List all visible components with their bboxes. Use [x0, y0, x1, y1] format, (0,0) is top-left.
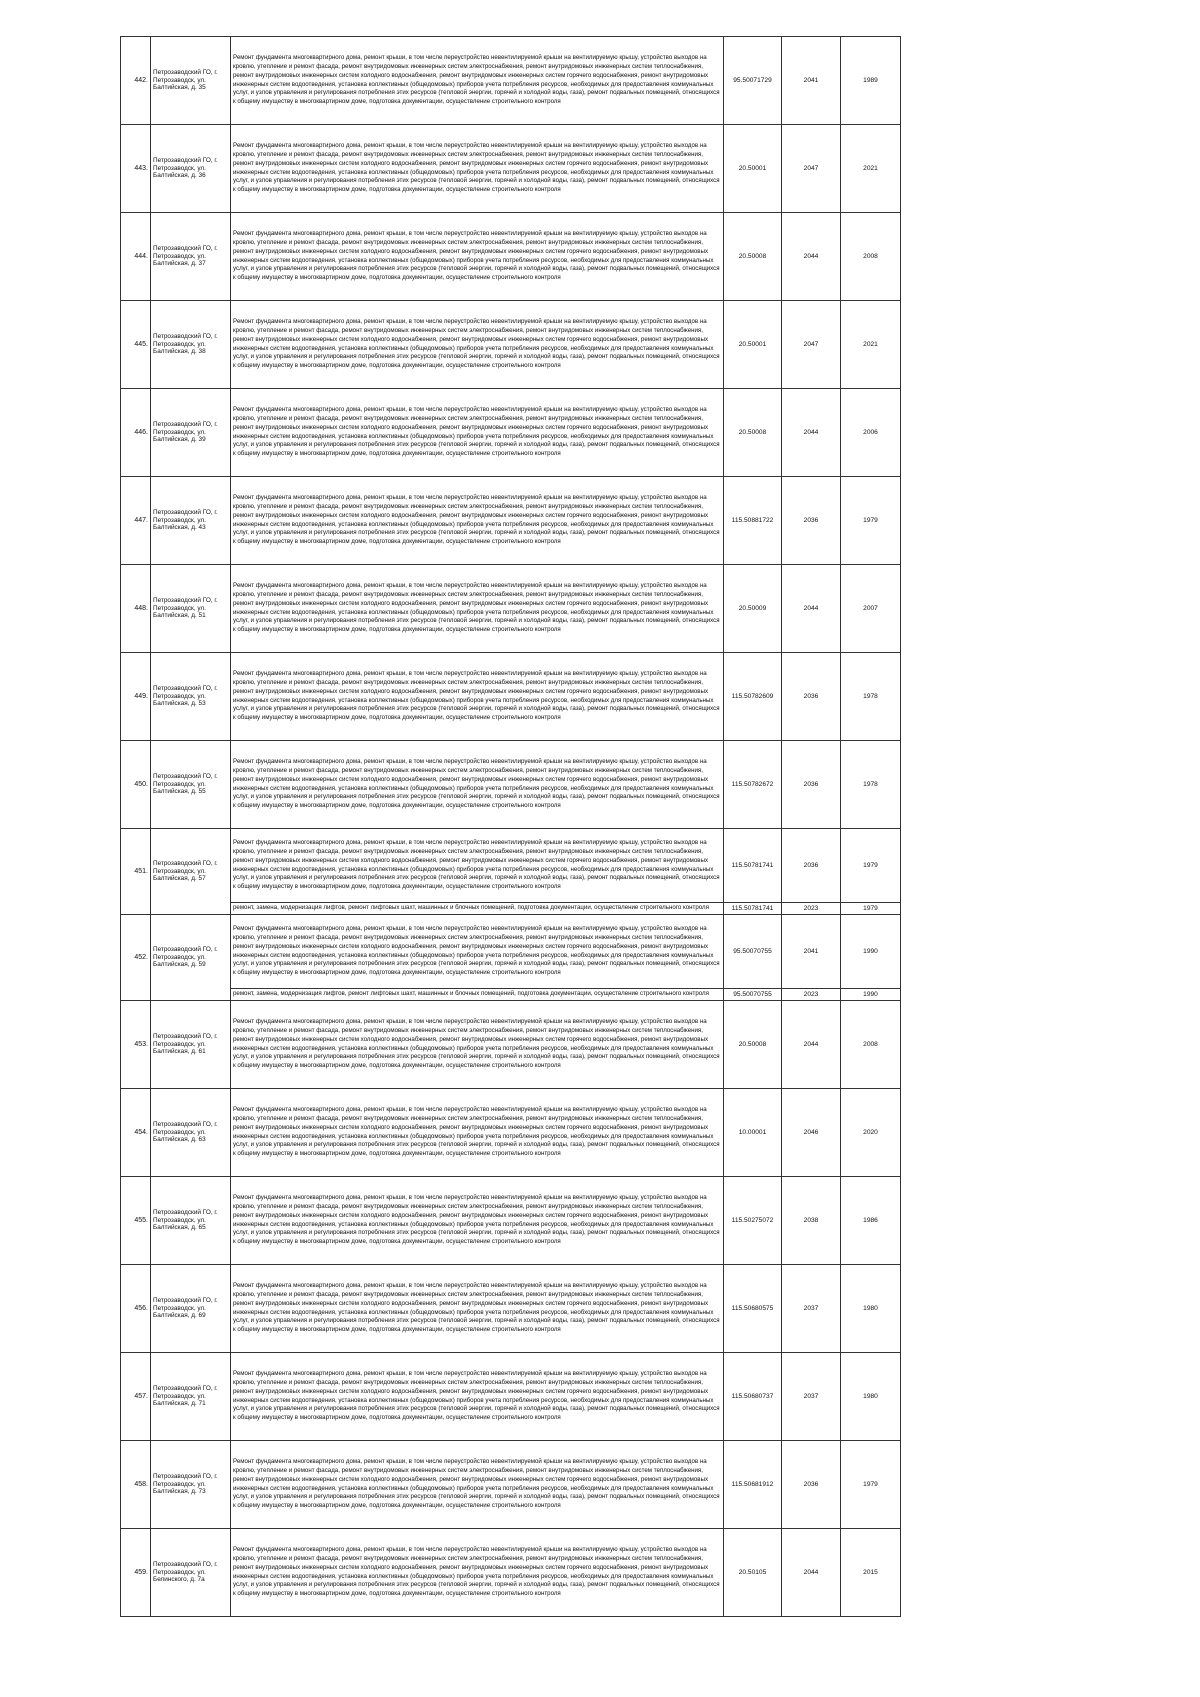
table-row — [121, 1001, 901, 1089]
planned-year: 2041 — [782, 915, 841, 989]
work-description: Ремонт фундамента многоквартирного дома, ремонт крыши, в том числе переустройство невентилируемой крыши на вентилируемую крышу, устройство выходов на кровлю, утепление и ремонт фасада, ремонт внутридомовых инженерных систем электроснабжения, ремонт внутридомовых инженерных систем теплоснабжения, ремонт внутридомовых инженерных систем холодного водоснабжения, ремонт внутридомовых инженерных систем горячего водоснабжения, ремонт внутридомовых инженерных систем водоотведения, установка коллективных (общедомовых) приборов учета потребления ресурсов, необходимых для предоставления коммунальных услуг, и узлов управления и регулирования потребления этих ресурсов (тепловой энергии, горячей и холодной воды, газа), ремонт подвальных помещений, относящихся к общему имуществу в многоквартирном доме, подготовка документации, осуществление строительного контроля — [231, 301, 724, 389]
house-address: Петрозаводский ГО, г. Петрозаводск, ул. Балтийская, д. 71 — [151, 1353, 231, 1441]
table-row — [121, 829, 901, 903]
planned-year: 2044 — [782, 565, 841, 653]
table-row — [121, 477, 901, 565]
row-number: 445. — [121, 301, 151, 389]
build-year: 1979 — [841, 829, 901, 903]
table-body — [121, 37, 901, 1617]
table-row — [121, 741, 901, 829]
cost-value: 115.50681912 — [724, 1441, 782, 1529]
cost-value: 115.50782609 — [724, 653, 782, 741]
planned-year: 2044 — [782, 213, 841, 301]
house-address: Петрозаводский ГО, г. Петрозаводск, ул. Балтийская, д. 59 — [151, 915, 231, 1001]
row-number: 458. — [121, 1441, 151, 1529]
document-page — [120, 36, 900, 1617]
work-description: Ремонт фундамента многоквартирного дома, ремонт крыши, в том числе переустройство невентилируемой крыши на вентилируемую крышу, устройство выходов на кровлю, утепление и ремонт фасада, ремонт внутридомовых инженерных систем электроснабжения, ремонт внутридомовых инженерных систем теплоснабжения, ремонт внутридомовых инженерных систем холодного водоснабжения, ремонт внутридомовых инженерных систем горячего водоснабжения, ремонт внутридомовых инженерных систем водоотведения, установка коллективных (общедомовых) приборов учета потребления ресурсов, необходимых для предоставления коммунальных услуг, и узлов управления и регулирования потребления этих ресурсов (тепловой энергии, горячей и холодной воды, газа), ремонт подвальных помещений, относящихся к общему имуществу в многоквартирном доме, подготовка документации, осуществление строительного контроля — [231, 1265, 724, 1353]
cost-value: 115.50680737 — [724, 1353, 782, 1441]
build-year: 2021 — [841, 301, 901, 389]
planned-year: 2047 — [782, 125, 841, 213]
row-number: 457. — [121, 1353, 151, 1441]
work-description: Ремонт фундамента многоквартирного дома, ремонт крыши, в том числе переустройство невентилируемой крыши на вентилируемую крышу, устройство выходов на кровлю, утепление и ремонт фасада, ремонт внутридомовых инженерных систем электроснабжения, ремонт внутридомовых инженерных систем теплоснабжения, ремонт внутридомовых инженерных систем холодного водоснабжения, ремонт внутридомовых инженерных систем горячего водоснабжения, ремонт внутридомовых инженерных систем водоотведения, установка коллективных (общедомовых) приборов учета потребления ресурсов, необходимых для предоставления коммунальных услуг, и узлов управления и регулирования потребления этих ресурсов (тепловой энергии, горячей и холодной воды, газа), ремонт подвальных помещений, относящихся к общему имуществу в многоквартирном доме, подготовка документации, осуществление строительного контроля — [231, 653, 724, 741]
lift-work-description: ремонт, замена, модернизация лифтов, ремонт лифтовых шахт, машинных и блочных помещений, подготовка документации, осуществление строительного контроля — [231, 903, 724, 915]
house-address: Петрозаводский ГО, г. Петрозаводск, ул. Балтийская, д. 51 — [151, 565, 231, 653]
planned-year: 2023 — [782, 989, 841, 1001]
row-number: 456. — [121, 1265, 151, 1353]
capital-repair-table — [120, 36, 901, 1617]
cost-value: 95.50071729 — [724, 37, 782, 125]
planned-year: 2036 — [782, 829, 841, 903]
build-year: 1989 — [841, 37, 901, 125]
build-year: 2015 — [841, 1529, 901, 1617]
house-address: Петрозаводский ГО, г. Петрозаводск, ул. Балтийская, д. 35 — [151, 37, 231, 125]
cost-value: 20.50008 — [724, 213, 782, 301]
planned-year: 2036 — [782, 653, 841, 741]
row-number: 448. — [121, 565, 151, 653]
row-number: 453. — [121, 1001, 151, 1089]
table-row — [121, 1177, 901, 1265]
planned-year: 2041 — [782, 37, 841, 125]
work-description: Ремонт фундамента многоквартирного дома, ремонт крыши, в том числе переустройство невентилируемой крыши на вентилируемую крышу, устройство выходов на кровлю, утепление и ремонт фасада, ремонт внутридомовых инженерных систем электроснабжения, ремонт внутридомовых инженерных систем теплоснабжения, ремонт внутридомовых инженерных систем холодного водоснабжения, ремонт внутридомовых инженерных систем горячего водоснабжения, ремонт внутридомовых инженерных систем водоотведения, установка коллективных (общедомовых) приборов учета потребления ресурсов, необходимых для предоставления коммунальных услуг, и узлов управления и регулирования потребления этих ресурсов (тепловой энергии, горячей и холодной воды, газа), ремонт подвальных помещений, относящихся к общему имуществу в многоквартирном доме, подготовка документации, осуществление строительного контроля — [231, 565, 724, 653]
planned-year: 2037 — [782, 1265, 841, 1353]
build-year: 2007 — [841, 565, 901, 653]
lift-work-description: ремонт, замена, модернизация лифтов, ремонт лифтовых шахт, машинных и блочных помещений, подготовка документации, осуществление строительного контроля — [231, 989, 724, 1001]
build-year: 1980 — [841, 1265, 901, 1353]
cost-value: 10.00001 — [724, 1089, 782, 1177]
table-row — [121, 1529, 901, 1617]
house-address: Петрозаводский ГО, г. Петрозаводск, ул. Балтийская, д. 57 — [151, 829, 231, 915]
cost-value: 20.50008 — [724, 1001, 782, 1089]
build-year: 1979 — [841, 1441, 901, 1529]
work-description: Ремонт фундамента многоквартирного дома, ремонт крыши, в том числе переустройство невентилируемой крыши на вентилируемую крышу, устройство выходов на кровлю, утепление и ремонт фасада, ремонт внутридомовых инженерных систем электроснабжения, ремонт внутридомовых инженерных систем теплоснабжения, ремонт внутридомовых инженерных систем холодного водоснабжения, ремонт внутридомовых инженерных систем горячего водоснабжения, ремонт внутридомовых инженерных систем водоотведения, установка коллективных (общедомовых) приборов учета потребления ресурсов, необходимых для предоставления коммунальных услуг, и узлов управления и регулирования потребления этих ресурсов (тепловой энергии, горячей и холодной воды, газа), ремонт подвальных помещений, относящихся к общему имуществу в многоквартирном доме, подготовка документации, осуществление строительного контроля — [231, 389, 724, 477]
build-year: 1990 — [841, 915, 901, 989]
row-number: 452. — [121, 915, 151, 1001]
planned-year: 2044 — [782, 1001, 841, 1089]
house-address: Петрозаводский ГО, г. Петрозаводск, ул. Балтийская, д. 61 — [151, 1001, 231, 1089]
work-description: Ремонт фундамента многоквартирного дома, ремонт крыши, в том числе переустройство невентилируемой крыши на вентилируемую крышу, устройство выходов на кровлю, утепление и ремонт фасада, ремонт внутридомовых инженерных систем электроснабжения, ремонт внутридомовых инженерных систем теплоснабжения, ремонт внутридомовых инженерных систем холодного водоснабжения, ремонт внутридомовых инженерных систем горячего водоснабжения, ремонт внутридомовых инженерных систем водоотведения, установка коллективных (общедомовых) приборов учета потребления ресурсов, необходимых для предоставления коммунальных услуг, и узлов управления и регулирования потребления этих ресурсов (тепловой энергии, горячей и холодной воды, газа), ремонт подвальных помещений, относящихся к общему имуществу в многоквартирном доме, подготовка документации, осуществление строительного контроля — [231, 1529, 724, 1617]
row-number: 447. — [121, 477, 151, 565]
planned-year: 2023 — [782, 903, 841, 915]
table-row — [121, 213, 901, 301]
work-description: Ремонт фундамента многоквартирного дома, ремонт крыши, в том числе переустройство невентилируемой крыши на вентилируемую крышу, устройство выходов на кровлю, утепление и ремонт фасада, ремонт внутридомовых инженерных систем электроснабжения, ремонт внутридомовых инженерных систем теплоснабжения, ремонт внутридомовых инженерных систем холодного водоснабжения, ремонт внутридомовых инженерных систем горячего водоснабжения, ремонт внутридомовых инженерных систем водоотведения, установка коллективных (общедомовых) приборов учета потребления ресурсов, необходимых для предоставления коммунальных услуг, и узлов управления и регулирования потребления этих ресурсов (тепловой энергии, горячей и холодной воды, газа), ремонт подвальных помещений, относящихся к общему имуществу в многоквартирном доме, подготовка документации, осуществление строительного контроля — [231, 1353, 724, 1441]
row-number: 451. — [121, 829, 151, 915]
row-number: 449. — [121, 653, 151, 741]
work-description: Ремонт фундамента многоквартирного дома, ремонт крыши, в том числе переустройство невентилируемой крыши на вентилируемую крышу, устройство выходов на кровлю, утепление и ремонт фасада, ремонт внутридомовых инженерных систем электроснабжения, ремонт внутридомовых инженерных систем теплоснабжения, ремонт внутридомовых инженерных систем холодного водоснабжения, ремонт внутридомовых инженерных систем горячего водоснабжения, ремонт внутридомовых инженерных систем водоотведения, установка коллективных (общедомовых) приборов учета потребления ресурсов, необходимых для предоставления коммунальных услуг, и узлов управления и регулирования потребления этих ресурсов (тепловой энергии, горячей и холодной воды, газа), ремонт подвальных помещений, относящихся к общему имуществу в многоквартирном доме, подготовка документации, осуществление строительного контроля — [231, 741, 724, 829]
row-number: 450. — [121, 741, 151, 829]
table-row — [121, 125, 901, 213]
row-number: 444. — [121, 213, 151, 301]
house-address: Петрозаводский ГО, г. Петрозаводск, ул. Балтийская, д. 39 — [151, 389, 231, 477]
build-year: 2020 — [841, 1089, 901, 1177]
planned-year: 2038 — [782, 1177, 841, 1265]
row-number: 442. — [121, 37, 151, 125]
table-row — [121, 915, 901, 989]
build-year: 2008 — [841, 1001, 901, 1089]
build-year: 1980 — [841, 1353, 901, 1441]
planned-year: 2036 — [782, 1441, 841, 1529]
build-year: 1979 — [841, 477, 901, 565]
house-address: Петрозаводский ГО, г. Петрозаводск, ул. Балтийская, д. 65 — [151, 1177, 231, 1265]
cost-value: 115.50275072 — [724, 1177, 782, 1265]
house-address: Петрозаводский ГО, г. Петрозаводск, ул. Балтийская, д. 63 — [151, 1089, 231, 1177]
cost-value: 115.50680575 — [724, 1265, 782, 1353]
cost-value: 20.50009 — [724, 565, 782, 653]
work-description: Ремонт фундамента многоквартирного дома, ремонт крыши, в том числе переустройство невентилируемой крыши на вентилируемую крышу, устройство выходов на кровлю, утепление и ремонт фасада, ремонт внутридомовых инженерных систем электроснабжения, ремонт внутридомовых инженерных систем теплоснабжения, ремонт внутридомовых инженерных систем холодного водоснабжения, ремонт внутридомовых инженерных систем горячего водоснабжения, ремонт внутридомовых инженерных систем водоотведения, установка коллективных (общедомовых) приборов учета потребления ресурсов, необходимых для предоставления коммунальных услуг, и узлов управления и регулирования потребления этих ресурсов (тепловой энергии, горячей и холодной воды, газа), ремонт подвальных помещений, относящихся к общему имуществу в многоквартирном доме, подготовка документации, осуществление строительного контроля — [231, 477, 724, 565]
work-description: Ремонт фундамента многоквартирного дома, ремонт крыши, в том числе переустройство невентилируемой крыши на вентилируемую крышу, устройство выходов на кровлю, утепление и ремонт фасада, ремонт внутридомовых инженерных систем электроснабжения, ремонт внутридомовых инженерных систем теплоснабжения, ремонт внутридомовых инженерных систем холодного водоснабжения, ремонт внутридомовых инженерных систем горячего водоснабжения, ремонт внутридомовых инженерных систем водоотведения, установка коллективных (общедомовых) приборов учета потребления ресурсов, необходимых для предоставления коммунальных услуг, и узлов управления и регулирования потребления этих ресурсов (тепловой энергии, горячей и холодной воды, газа), ремонт подвальных помещений, относящихся к общему имуществу в многоквартирном доме, подготовка документации, осуществление строительного контроля — [231, 1441, 724, 1529]
work-description: Ремонт фундамента многоквартирного дома, ремонт крыши, в том числе переустройство невентилируемой крыши на вентилируемую крышу, устройство выходов на кровлю, утепление и ремонт фасада, ремонт внутридомовых инженерных систем электроснабжения, ремонт внутридомовых инженерных систем теплоснабжения, ремонт внутридомовых инженерных систем холодного водоснабжения, ремонт внутридомовых инженерных систем горячего водоснабжения, ремонт внутридомовых инженерных систем водоотведения, установка коллективных (общедомовых) приборов учета потребления ресурсов, необходимых для предоставления коммунальных услуг, и узлов управления и регулирования потребления этих ресурсов (тепловой энергии, горячей и холодной воды, газа), ремонт подвальных помещений, относящихся к общему имуществу в многоквартирном доме, подготовка документации, осуществление строительного контроля — [231, 1089, 724, 1177]
cost-value: 20.50001 — [724, 301, 782, 389]
work-description: Ремонт фундамента многоквартирного дома, ремонт крыши, в том числе переустройство невентилируемой крыши на вентилируемую крышу, устройство выходов на кровлю, утепление и ремонт фасада, ремонт внутридомовых инженерных систем электроснабжения, ремонт внутридомовых инженерных систем теплоснабжения, ремонт внутридомовых инженерных систем холодного водоснабжения, ремонт внутридомовых инженерных систем горячего водоснабжения, ремонт внутридомовых инженерных систем водоотведения, установка коллективных (общедомовых) приборов учета потребления ресурсов, необходимых для предоставления коммунальных услуг, и узлов управления и регулирования потребления этих ресурсов (тепловой энергии, горячей и холодной воды, газа), ремонт подвальных помещений, относящихся к общему имуществу в многоквартирном доме, подготовка документации, осуществление строительного контроля — [231, 829, 724, 903]
table-row — [121, 903, 901, 915]
house-address: Петрозаводский ГО, г. Петрозаводск, ул. Балтийская, д. 36 — [151, 125, 231, 213]
cost-value: 115.50781741 — [724, 829, 782, 903]
build-year: 2021 — [841, 125, 901, 213]
cost-value: 20.50008 — [724, 389, 782, 477]
work-description: Ремонт фундамента многоквартирного дома, ремонт крыши, в том числе переустройство невентилируемой крыши на вентилируемую крышу, устройство выходов на кровлю, утепление и ремонт фасада, ремонт внутридомовых инженерных систем электроснабжения, ремонт внутридомовых инженерных систем теплоснабжения, ремонт внутридомовых инженерных систем холодного водоснабжения, ремонт внутридомовых инженерных систем горячего водоснабжения, ремонт внутридомовых инженерных систем водоотведения, установка коллективных (общедомовых) приборов учета потребления ресурсов, необходимых для предоставления коммунальных услуг, и узлов управления и регулирования потребления этих ресурсов (тепловой энергии, горячей и холодной воды, газа), ремонт подвальных помещений, относящихся к общему имуществу в многоквартирном доме, подготовка документации, осуществление строительного контроля — [231, 213, 724, 301]
table-row — [121, 565, 901, 653]
cost-value: 20.50105 — [724, 1529, 782, 1617]
work-description: Ремонт фундамента многоквартирного дома, ремонт крыши, в том числе переустройство невентилируемой крыши на вентилируемую крышу, устройство выходов на кровлю, утепление и ремонт фасада, ремонт внутридомовых инженерных систем электроснабжения, ремонт внутридомовых инженерных систем теплоснабжения, ремонт внутридомовых инженерных систем холодного водоснабжения, ремонт внутридомовых инженерных систем горячего водоснабжения, ремонт внутридомовых инженерных систем водоотведения, установка коллективных (общедомовых) приборов учета потребления ресурсов, необходимых для предоставления коммунальных услуг, и узлов управления и регулирования потребления этих ресурсов (тепловой энергии, горячей и холодной воды, газа), ремонт подвальных помещений, относящихся к общему имуществу в многоквартирном доме, подготовка документации, осуществление строительного контроля — [231, 1177, 724, 1265]
house-address: Петрозаводский ГО, г. Петрозаводск, ул. Балтийская, д. 37 — [151, 213, 231, 301]
planned-year: 2046 — [782, 1089, 841, 1177]
row-number: 443. — [121, 125, 151, 213]
build-year: 2006 — [841, 389, 901, 477]
planned-year: 2047 — [782, 301, 841, 389]
build-year: 1978 — [841, 653, 901, 741]
build-year: 1986 — [841, 1177, 901, 1265]
row-number: 455. — [121, 1177, 151, 1265]
work-description: Ремонт фундамента многоквартирного дома, ремонт крыши, в том числе переустройство невентилируемой крыши на вентилируемую крышу, устройство выходов на кровлю, утепление и ремонт фасада, ремонт внутридомовых инженерных систем электроснабжения, ремонт внутридомовых инженерных систем теплоснабжения, ремонт внутридомовых инженерных систем холодного водоснабжения, ремонт внутридомовых инженерных систем горячего водоснабжения, ремонт внутридомовых инженерных систем водоотведения, установка коллективных (общедомовых) приборов учета потребления ресурсов, необходимых для предоставления коммунальных услуг, и узлов управления и регулирования потребления этих ресурсов (тепловой энергии, горячей и холодной воды, газа), ремонт подвальных помещений, относящихся к общему имуществу в многоквартирном доме, подготовка документации, осуществление строительного контроля — [231, 1001, 724, 1089]
table-row — [121, 989, 901, 1001]
house-address: Петрозаводский ГО, г. Петрозаводск, ул. Балтийская, д. 53 — [151, 653, 231, 741]
planned-year: 2044 — [782, 1529, 841, 1617]
cost-value: 20.50001 — [724, 125, 782, 213]
house-address: Петрозаводский ГО, г. Петрозаводск, ул. Балтийская, д. 43 — [151, 477, 231, 565]
row-number: 454. — [121, 1089, 151, 1177]
table-row — [121, 653, 901, 741]
table-row — [121, 1089, 901, 1177]
planned-year: 2037 — [782, 1353, 841, 1441]
row-number: 459. — [121, 1529, 151, 1617]
row-number: 446. — [121, 389, 151, 477]
work-description: Ремонт фундамента многоквартирного дома, ремонт крыши, в том числе переустройство невентилируемой крыши на вентилируемую крышу, устройство выходов на кровлю, утепление и ремонт фасада, ремонт внутридомовых инженерных систем электроснабжения, ремонт внутридомовых инженерных систем теплоснабжения, ремонт внутридомовых инженерных систем холодного водоснабжения, ремонт внутридомовых инженерных систем горячего водоснабжения, ремонт внутридомовых инженерных систем водоотведения, установка коллективных (общедомовых) приборов учета потребления ресурсов, необходимых для предоставления коммунальных услуг, и узлов управления и регулирования потребления этих ресурсов (тепловой энергии, горячей и холодной воды, газа), ремонт подвальных помещений, относящихся к общему имуществу в многоквартирном доме, подготовка документации, осуществление строительного контроля — [231, 125, 724, 213]
cost-value: 115.50781741 — [724, 903, 782, 915]
cost-value: 95.50070755 — [724, 915, 782, 989]
table-row — [121, 37, 901, 125]
table-row — [121, 1265, 901, 1353]
planned-year: 2036 — [782, 741, 841, 829]
table-row — [121, 1441, 901, 1529]
house-address: Петрозаводский ГО, г. Петрозаводск, ул. Балтийская, д. 73 — [151, 1441, 231, 1529]
work-description: Ремонт фундамента многоквартирного дома, ремонт крыши, в том числе переустройство невентилируемой крыши на вентилируемую крышу, устройство выходов на кровлю, утепление и ремонт фасада, ремонт внутридомовых инженерных систем электроснабжения, ремонт внутридомовых инженерных систем теплоснабжения, ремонт внутридомовых инженерных систем холодного водоснабжения, ремонт внутридомовых инженерных систем горячего водоснабжения, ремонт внутридомовых инженерных систем водоотведения, установка коллективных (общедомовых) приборов учета потребления ресурсов, необходимых для предоставления коммунальных услуг, и узлов управления и регулирования потребления этих ресурсов (тепловой энергии, горячей и холодной воды, газа), ремонт подвальных помещений, относящихся к общему имуществу в многоквартирном доме, подготовка документации, осуществление строительного контроля — [231, 915, 724, 989]
table-row — [121, 389, 901, 477]
house-address: Петрозаводский ГО, г. Петрозаводск, ул. Балтийская, д. 55 — [151, 741, 231, 829]
work-description: Ремонт фундамента многоквартирного дома, ремонт крыши, в том числе переустройство невентилируемой крыши на вентилируемую крышу, устройство выходов на кровлю, утепление и ремонт фасада, ремонт внутридомовых инженерных систем электроснабжения, ремонт внутридомовых инженерных систем теплоснабжения, ремонт внутридомовых инженерных систем холодного водоснабжения, ремонт внутридомовых инженерных систем горячего водоснабжения, ремонт внутридомовых инженерных систем водоотведения, установка коллективных (общедомовых) приборов учета потребления ресурсов, необходимых для предоставления коммунальных услуг, и узлов управления и регулирования потребления этих ресурсов (тепловой энергии, горячей и холодной воды, газа), ремонт подвальных помещений, относящихся к общему имуществу в многоквартирном доме, подготовка документации, осуществление строительного контроля — [231, 37, 724, 125]
build-year: 1990 — [841, 989, 901, 1001]
build-year: 1978 — [841, 741, 901, 829]
planned-year: 2036 — [782, 477, 841, 565]
planned-year: 2044 — [782, 389, 841, 477]
house-address: Петрозаводский ГО, г. Петрозаводск, ул. Балтийская, д. 38 — [151, 301, 231, 389]
build-year: 2008 — [841, 213, 901, 301]
cost-value: 95.50070755 — [724, 989, 782, 1001]
house-address: Петрозаводский ГО, г. Петрозаводск, ул. Балтийская, д. 69 — [151, 1265, 231, 1353]
table-row — [121, 301, 901, 389]
cost-value: 115.50881722 — [724, 477, 782, 565]
cost-value: 115.50782672 — [724, 741, 782, 829]
house-address: Петрозаводский ГО, г. Петрозаводск, ул. Белинского, д. 7а — [151, 1529, 231, 1617]
table-row — [121, 1353, 901, 1441]
build-year: 1979 — [841, 903, 901, 915]
